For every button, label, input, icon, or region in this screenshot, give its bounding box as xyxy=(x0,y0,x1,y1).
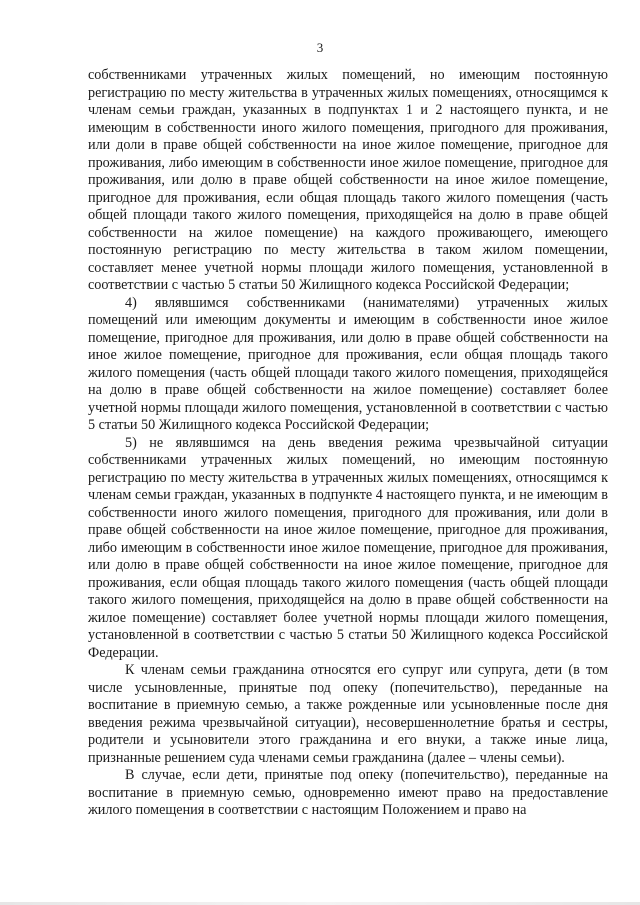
paragraph-family-members: К членам семьи гражданина относятся его супруг или супруга, дети (в том числе усыновленные, принятые под опеку (попечительство), переданные на воспитание в приемную семью, а также рожденные или усыновленные после дня введения режима чрезвычайной ситуации), несовершеннолетние братья и сестры, родители и усыновители этого гражданина и его внуки, а также иные лица, признанные решением суда членами семьи гражданина (далее – члены семьи). xyxy=(88,662,608,766)
paragraph-item-4: 4) являвшимся собственниками (нанимателями) утраченных жилых помещений или имеющим документы и имеющим в собственности иное жилое помещение, пригодное для проживания, или долю в праве общей собственности на иное жилое помещение, пригодное для проживания, если общая площадь такого жилого помещения (часть общей площади такого жилого помещения, приходящейся на долю в праве общей собственности на жилое помещение) составляет более учетной нормы площади жилого помещения, установленной в соответствии с частью 5 статьи 50 Жилищного кодекса Российской Федерации; xyxy=(88,294,608,433)
document-body xyxy=(88,67,608,820)
paragraph-item-5: 5) не являвшимся на день введения режима чрезвычайной ситуации собственниками утраченных жилых помещений, но имеющим постоянную регистрацию по месту жительства в утраченных жилых помещениях, относящимся к членам семьи граждан, указанных в подпункте 4 настоящего пункта, и не имеющим в собственности иного жилого помещения, пригодного для проживания, или доли в праве общей собственности на иное жилое помещение, пригодное для проживания, либо имеющим в собственности иное жилое помещение, пригодное для проживания, или долю в праве общей собственности на иное жилое помещение, пригодное для проживания, если общая площадь такого жилого помещения (часть общей площади такого жилого помещения, приходящейся на долю в праве общей собственности на жилое помещение) составляет более учетной нормы площади жилого помещения, установленной в соответствии с частью 5 статьи 50 Жилищного кодекса Российской Федерации. xyxy=(88,434,608,661)
paragraph-foster-children: В случае, если дети, принятые под опеку (попечительство), переданные на воспитание в приемную семью, одновременно имеют право на предоставление жилого помещения в соответствии с настоящим Положением и право на xyxy=(88,767,608,818)
page-number: 3 xyxy=(316,40,324,55)
paragraph-continuation: собственниками утраченных жилых помещений, но имеющим постоянную регистрацию по месту жительства в утраченных жилых помещениях, относящимся к членам семьи граждан, указанных в подпунктах 1 и 2 настоящего пункта, и не имеющим в собственности иного жилого помещения, пригодного для проживания, или доли в праве общей собственности на иное жилое помещение, пригодное для проживания, либо имеющим в собственности иное жилое помещение, пригодное для проживания, или долю в праве общей собственности на иное жилое помещение, пригодное для проживания, если общая площадь такого жилого помещения (часть общей площади такого жилого помещения, приходящейся на долю в праве общей собственности на жилое помещение) на каждого проживающего, имеющего постоянную регистрацию по месту жительства в таком жилом помещении, составляет менее учетной нормы площади жилого помещения, установленной в соответствии с частью 5 статьи 50 Жилищного кодекса Российской Федерации; xyxy=(88,67,608,293)
